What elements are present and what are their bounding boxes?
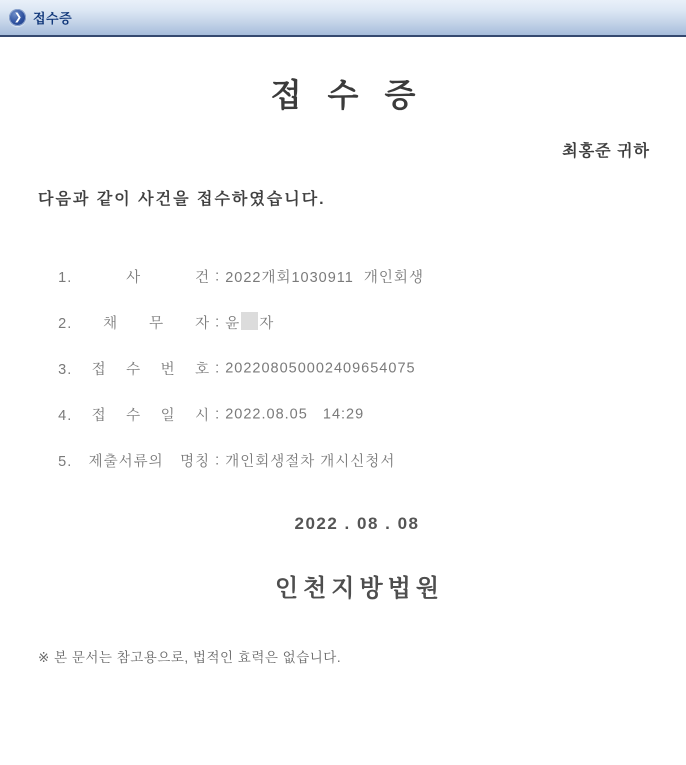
- intro-sentence: 다음과 같이 사건을 접수하였습니다.: [38, 191, 326, 208]
- row-receipt-number-colon: :: [210, 360, 226, 377]
- issue-date: 2022 . 08 . 08: [294, 514, 420, 533]
- row-document-name-label: 5. 제출서류의 명칭: [58, 454, 211, 470]
- row-receipt-datetime-value: 2022.08.05 14:29: [225, 406, 365, 423]
- row-case-colon: :: [210, 268, 226, 285]
- row-receipt-datetime-label: 4. 접 수 일 시: [58, 408, 211, 424]
- disclaimer-footnote: ※ 본 문서는 참고용으로, 법적인 효력은 없습니다.: [38, 650, 342, 665]
- row-receipt-number: [38, 342, 648, 388]
- chevron-right-circle-icon: ❯: [9, 9, 26, 26]
- row-debtor-name-suffix: 자: [259, 316, 275, 332]
- row-document-name: [38, 434, 648, 480]
- row-receipt-number-value: 202208050002409654075: [225, 360, 416, 377]
- row-document-name-colon: :: [210, 452, 226, 469]
- receipt-detail-list: [38, 250, 648, 480]
- section-header-title: 접수증: [33, 11, 73, 26]
- row-receipt-datetime: [38, 388, 648, 434]
- row-debtor: [38, 296, 648, 342]
- court-name: 인천지방법원: [274, 576, 445, 602]
- row-debtor-label: 2. 채 무 자: [58, 316, 211, 332]
- name-redaction-box: [241, 312, 258, 330]
- row-receipt-number-label: 3. 접 수 번 호: [58, 362, 211, 378]
- row-receipt-datetime-colon: :: [210, 406, 226, 423]
- document-title: 접 수 증: [270, 77, 425, 113]
- row-document-name-value: 개인회생절차 개시신청서: [225, 454, 396, 470]
- row-debtor-colon: :: [210, 314, 226, 331]
- section-header-bar: [0, 0, 686, 37]
- row-case-value: 2022개회1030911 개인회생: [225, 270, 424, 286]
- row-case-label: 1. 사 건: [58, 270, 211, 286]
- row-case: [38, 250, 648, 296]
- row-debtor-name-prefix: 윤: [225, 316, 241, 332]
- recipient-line: 최홍준 귀하: [562, 143, 650, 160]
